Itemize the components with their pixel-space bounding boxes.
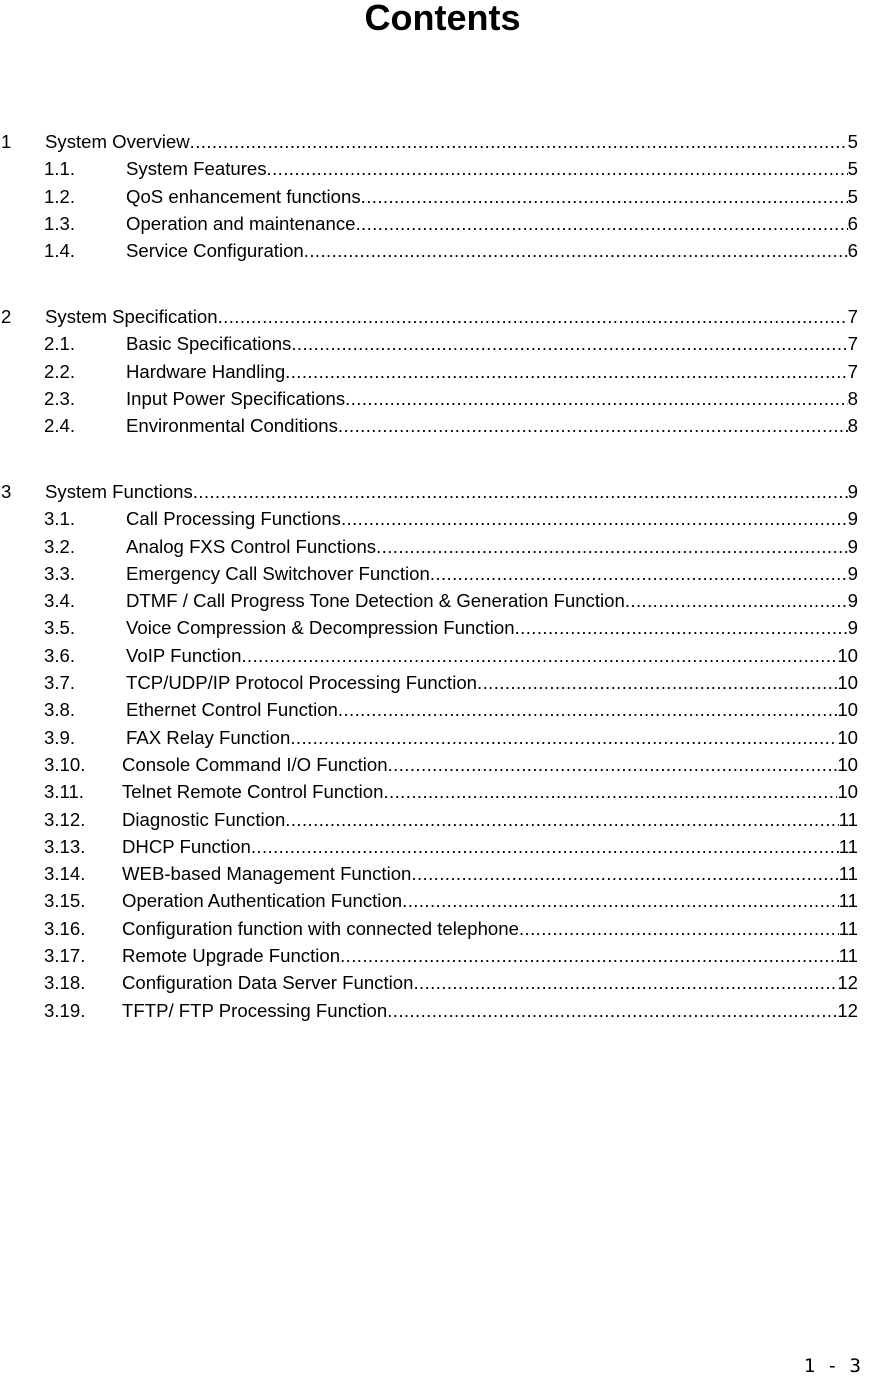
dot-leader: [625, 587, 848, 614]
toc-entry-page: 10: [837, 644, 858, 666]
toc-entry-number: 3.4.: [44, 590, 76, 612]
toc-entry[interactable]: [0, 412, 858, 439]
toc-entry-number: 3: [1, 480, 12, 502]
toc-entry-number: 2.3.: [44, 387, 76, 409]
toc-entry-number: 3.7.: [44, 672, 76, 694]
toc-entry-page: 11: [838, 917, 858, 939]
dot-leader: [291, 330, 847, 357]
toc-entry-number: 1.4.: [44, 240, 76, 262]
toc-entry-page: 7: [847, 360, 858, 382]
toc-entry-page: 6: [847, 212, 858, 234]
dot-leader: [515, 614, 848, 641]
toc-entry-page: 5: [847, 158, 858, 180]
toc-entry[interactable]: [0, 155, 858, 182]
toc-entry-number: 1.2.: [44, 185, 76, 207]
toc-entry-number: 3.18.: [44, 972, 86, 994]
dot-leader: [338, 696, 837, 723]
dot-leader: [388, 751, 838, 778]
toc-entry[interactable]: [0, 860, 858, 887]
toc-entry-label: System Overview: [45, 131, 190, 152]
toc-entry-number: 3.12.: [44, 808, 86, 830]
toc-entry-label: Remote Upgrade Function: [122, 945, 341, 967]
toc-entry-number: 3.8.: [44, 699, 76, 721]
toc-entry-number: 3.6.: [44, 644, 76, 666]
toc-entry[interactable]: [0, 533, 858, 560]
toc-entry[interactable]: [0, 358, 858, 385]
toc-entry-label: Hardware Handling: [126, 360, 286, 382]
toc-entry[interactable]: [0, 806, 858, 833]
toc-entry-page: 11: [838, 945, 858, 967]
toc-entry[interactable]: [0, 587, 858, 614]
toc-entry-page: 7: [847, 305, 858, 327]
toc-entry-page: 10: [837, 726, 858, 748]
toc-entry-label: Configuration Data Server Function: [122, 972, 414, 994]
toc-entry-page: 5: [847, 131, 858, 152]
dot-leader: [267, 155, 848, 182]
toc-entry-page: 6: [847, 240, 858, 262]
toc-section-1: [0, 128, 858, 264]
toc-entry-page: 9: [847, 480, 858, 502]
dot-leader: [285, 358, 847, 385]
toc-entry-page: 8: [847, 415, 858, 437]
page-number: 1 - 3: [803, 1355, 861, 1377]
dot-leader: [193, 478, 848, 505]
dot-leader: [241, 642, 837, 669]
toc-entry-label: DHCP Function: [122, 835, 251, 857]
dot-leader: [338, 412, 848, 439]
toc-entry[interactable]: [0, 478, 858, 505]
toc-section-3: [0, 478, 858, 1024]
toc-entry-label: Diagnostic Function: [122, 808, 286, 830]
toc-entry-label: Ethernet Control Function: [126, 699, 338, 721]
dot-leader: [355, 210, 847, 237]
toc-entry-label: DTMF / Call Progress Tone Detection & Generation Function: [126, 590, 625, 612]
toc-entry[interactable]: [0, 642, 858, 669]
table-of-contents: [0, 128, 858, 1062]
toc-entry-number: 3.19.: [44, 999, 86, 1021]
toc-entry[interactable]: [0, 915, 858, 942]
toc-entry-label: TCP/UDP/IP Protocol Processing Function: [126, 672, 478, 694]
toc-entry-label: Telnet Remote Control Function: [122, 781, 384, 803]
toc-entry[interactable]: [0, 942, 858, 969]
toc-entry-label: Service Configuration: [126, 240, 304, 262]
dot-leader: [383, 778, 837, 805]
toc-entry-label: Environmental Conditions: [126, 415, 338, 437]
toc-entry-label: Call Processing Functions: [126, 508, 341, 530]
toc-entry-number: 2.1.: [44, 333, 76, 355]
toc-entry-page: 12: [837, 999, 858, 1021]
toc-entry-number: 3.11.: [44, 781, 84, 803]
dot-leader: [218, 303, 848, 330]
toc-entry-label: Input Power Specifications: [126, 387, 346, 409]
dot-leader: [304, 237, 848, 264]
toc-entry-label: Operation Authentication Function: [122, 890, 403, 912]
toc-entry-number: 1.3.: [44, 212, 76, 234]
toc-entry-number: 3.3.: [44, 562, 76, 584]
toc-entry-page: 10: [837, 781, 858, 803]
dot-leader: [290, 724, 837, 751]
toc-entry-number: 1.1.: [44, 158, 76, 180]
toc-entry-number: 3.16.: [44, 917, 86, 939]
dot-leader: [341, 505, 848, 532]
toc-entry-label: Basic Specifications: [126, 333, 292, 355]
toc-entry[interactable]: [0, 330, 858, 357]
toc-entry-page: 11: [838, 835, 858, 857]
toc-entry-number: 3.10.: [44, 753, 86, 775]
toc-entry[interactable]: [0, 696, 858, 723]
toc-entry[interactable]: [0, 210, 858, 237]
toc-entry-number: 3.15.: [44, 890, 86, 912]
toc-entry-label: System Features: [126, 158, 267, 180]
toc-entry-page: 8: [847, 387, 858, 409]
toc-entry-label: TFTP/ FTP Processing Function: [122, 999, 388, 1021]
toc-entry-page: 12: [837, 972, 858, 994]
toc-entry[interactable]: [0, 560, 858, 587]
toc-entry-page: 9: [847, 562, 858, 584]
toc-entry[interactable]: [0, 128, 858, 155]
toc-entry[interactable]: [0, 385, 858, 412]
toc-entry-label: System Specification: [45, 305, 218, 327]
toc-entry-number: 2: [1, 305, 12, 327]
toc-entry[interactable]: [0, 887, 858, 914]
toc-entry-page: 10: [837, 753, 858, 775]
toc-entry-label: QoS enhancement functions: [126, 185, 361, 207]
dot-leader: [340, 942, 839, 969]
dot-leader: [361, 183, 848, 210]
toc-entry-label: Configuration function with connected telephone: [122, 917, 519, 939]
toc-entry[interactable]: [0, 724, 858, 751]
toc-entry-label: System Functions: [45, 480, 193, 502]
toc-entry-label: Emergency Call Switchover Function: [126, 562, 430, 584]
toc-entry-page: 5: [847, 185, 858, 207]
toc-entry-page: 9: [847, 508, 858, 530]
toc-entry[interactable]: [0, 751, 858, 778]
toc-entry[interactable]: [0, 614, 858, 641]
toc-entry-label: VoIP Function: [126, 644, 242, 666]
toc-entry[interactable]: [0, 969, 858, 996]
toc-entry[interactable]: [0, 303, 858, 330]
toc-entry[interactable]: [0, 183, 858, 210]
dot-leader: [411, 860, 838, 887]
toc-entry[interactable]: [0, 833, 858, 860]
dot-leader: [413, 969, 837, 996]
dot-leader: [285, 806, 838, 833]
toc-entry-number: 3.13.: [44, 835, 86, 857]
toc-entry-number: 3.2.: [44, 535, 76, 557]
dot-leader: [251, 833, 839, 860]
toc-entry-number: 3.5.: [44, 617, 76, 639]
dot-leader: [430, 560, 848, 587]
toc-entry-number: 3.9.: [44, 726, 76, 748]
dot-leader: [345, 385, 848, 412]
toc-entry-number: 3.17.: [44, 945, 86, 967]
toc-entry-label: Console Command I/O Function: [122, 753, 388, 775]
toc-entry-page: 11: [838, 863, 858, 885]
toc-entry-number: 3.14.: [44, 863, 86, 885]
toc-entry-number: 1: [1, 131, 12, 152]
toc-entry-page: 10: [837, 672, 858, 694]
toc-entry-page: 9: [847, 617, 858, 639]
toc-entry[interactable]: [0, 997, 858, 1024]
toc-entry-page: 11: [838, 808, 858, 830]
dot-leader: [376, 533, 848, 560]
toc-entry[interactable]: [0, 505, 858, 532]
dot-leader: [519, 915, 839, 942]
toc-entry-label: Analog FXS Control Functions: [126, 535, 377, 557]
dot-leader: [402, 887, 839, 914]
toc-section-2: [0, 303, 858, 439]
toc-entry[interactable]: [0, 669, 858, 696]
toc-entry[interactable]: [0, 778, 858, 805]
toc-entry-label: WEB-based Management Function: [122, 863, 412, 885]
toc-entry-label: Voice Compression & Decompression Function: [126, 617, 515, 639]
toc-entry-page: 11: [838, 890, 858, 912]
dot-leader: [477, 669, 837, 696]
toc-entry-page: 7: [847, 333, 858, 355]
toc-entry-number: 2.4.: [44, 415, 76, 437]
toc-entry-label: Operation and maintenance: [126, 212, 356, 234]
toc-entry-number: 2.2.: [44, 360, 76, 382]
toc-entry-page: 10: [837, 699, 858, 721]
toc-entry-page: 9: [847, 535, 858, 557]
toc-entry[interactable]: [0, 237, 858, 264]
toc-entry-number: 3.1.: [44, 508, 76, 530]
dot-leader: [387, 997, 837, 1024]
toc-entry-label: FAX Relay Function: [126, 726, 291, 748]
toc-entry-page: 9: [847, 590, 858, 612]
dot-leader: [190, 128, 848, 155]
page-title: Contents: [364, 0, 521, 38]
